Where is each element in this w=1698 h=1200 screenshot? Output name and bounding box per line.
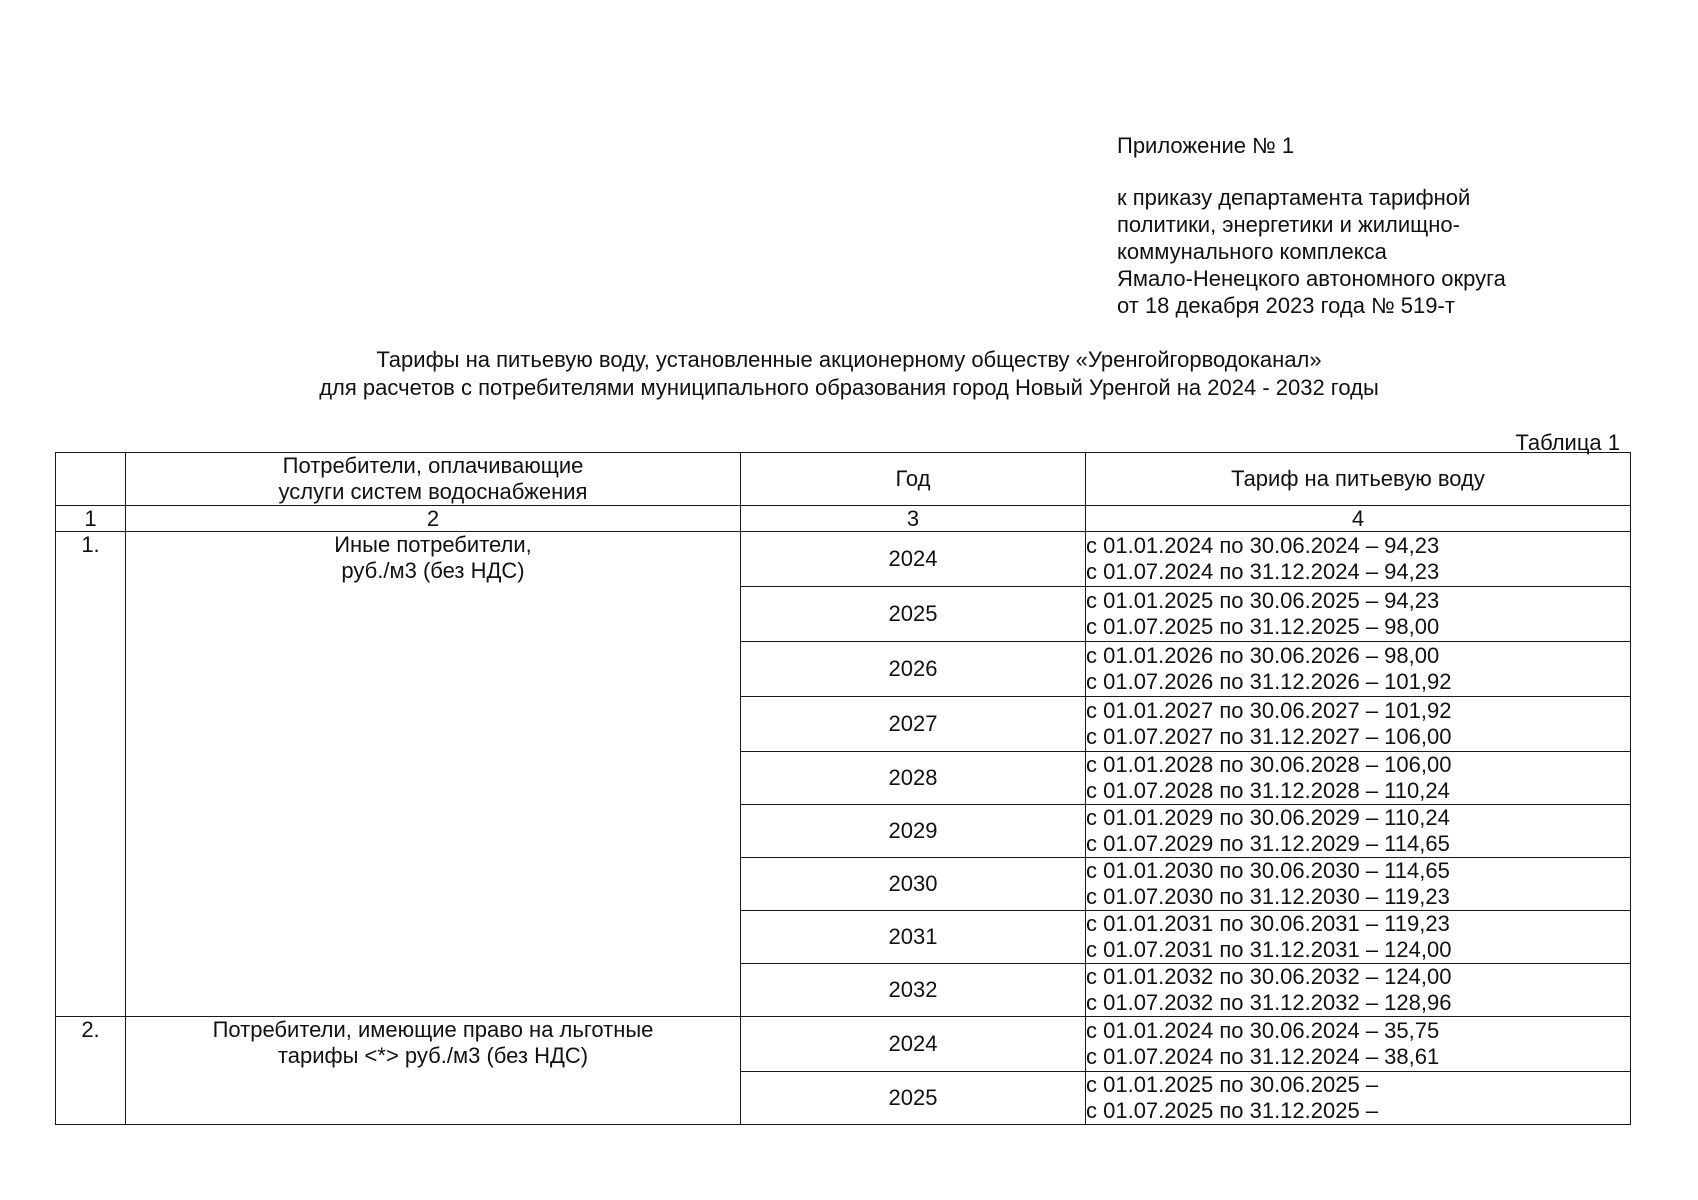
tariff-table: [55, 452, 1631, 1125]
year-cell: 2025: [741, 1072, 1086, 1125]
header-index-cell: [56, 453, 126, 506]
tariff-first-half: с 01.01.2025 по 30.06.2025 – 94,23: [1086, 588, 1440, 613]
tariff-first-half: с 01.01.2031 по 30.06.2031 – 119,23: [1086, 911, 1450, 936]
tariff-second-half: с 01.07.2028 по 31.12.2028 – 110,24: [1086, 778, 1450, 803]
tariff-second-half: с 01.07.2031 по 31.12.2031 – 124,00: [1086, 937, 1452, 962]
tariff-cell: [1086, 1017, 1631, 1072]
tariff-second-half: с 01.07.2024 по 31.12.2024 – 38,61: [1086, 1044, 1440, 1069]
year-cell: 2032: [741, 964, 1086, 1017]
tariff-first-half: с 01.01.2028 по 30.06.2028 – 106,00: [1086, 752, 1452, 777]
group-index: 1.: [56, 532, 126, 1017]
tariff-cell: [1086, 911, 1631, 964]
tariff-second-half: с 01.07.2029 по 31.12.2029 – 114,65: [1086, 831, 1450, 856]
document-title-line: Тарифы на питьевую воду, установленные акционерному обществу «Уренгойгорводоканал»: [376, 347, 1322, 372]
tariff-cell: [1086, 752, 1631, 805]
header-tariff-cell: Тариф на питьевую воду: [1086, 453, 1631, 506]
group-index: 2.: [56, 1017, 126, 1125]
tariff-first-half: с 01.01.2026 по 30.06.2026 – 98,00: [1086, 643, 1440, 668]
tariff-first-half: с 01.01.2024 по 30.06.2024 – 35,75: [1086, 1018, 1440, 1043]
tariff-cell: [1086, 587, 1631, 642]
header-consumers-cell: [126, 453, 741, 506]
header-year-cell: Год: [741, 453, 1086, 506]
group-consumer-line: Иные потребители,: [334, 532, 532, 557]
tariff-second-half: с 01.07.2025 по 31.12.2025 – 98,00: [1086, 614, 1440, 639]
tariff-second-half: с 01.07.2024 по 31.12.2024 – 94,23: [1086, 559, 1440, 584]
table-row: [56, 532, 1631, 587]
column-number: 3: [741, 506, 1086, 532]
tariff-first-half: с 01.01.2032 по 30.06.2032 – 124,00: [1086, 964, 1452, 989]
appendix-heading: Приложение № 1: [1117, 133, 1295, 158]
document-title-line: для расчетов с потребителями муниципального образования город Новый Уренгой на 2024 - 2032 годы: [319, 375, 1379, 400]
column-number-row: [56, 506, 1631, 532]
group-consumer-line: Потребители, имеющие право на льготные: [212, 1017, 654, 1042]
year-cell: 2024: [741, 532, 1086, 587]
appendix-block: [1117, 132, 1637, 319]
tariff-first-half: с 01.01.2024 по 30.06.2024 – 94,23: [1086, 533, 1440, 558]
tariff-second-half: с 01.07.2030 по 31.12.2030 – 119,23: [1086, 884, 1450, 909]
year-cell: 2029: [741, 805, 1086, 858]
group-consumer-cell: [126, 1017, 741, 1125]
year-cell: 2024: [741, 1017, 1086, 1072]
appendix-line: Ямало-Ненецкого автономного округа: [1117, 266, 1506, 291]
column-number: 4: [1086, 506, 1631, 532]
year-cell: 2027: [741, 697, 1086, 752]
column-number: 1: [56, 506, 126, 532]
year-cell: 2031: [741, 911, 1086, 964]
appendix-line: политики, энергетики и жилищно-: [1117, 212, 1460, 237]
tariff-cell: [1086, 697, 1631, 752]
tariff-second-half: с 01.07.2026 по 31.12.2026 – 101,92: [1086, 669, 1452, 694]
appendix-line: коммунального комплекса: [1117, 239, 1387, 264]
header-consumers-line: Потребители, оплачивающие: [282, 453, 584, 478]
header-consumers-line: услуги систем водоснабжения: [278, 479, 588, 504]
column-number: 2: [126, 506, 741, 532]
appendix-line: от 18 декабря 2023 года № 519-т: [1117, 293, 1455, 318]
tariff-second-half: с 01.07.2032 по 31.12.2032 – 128,96: [1086, 990, 1452, 1015]
table-label: Таблица 1: [1515, 430, 1620, 455]
tariff-cell: [1086, 532, 1631, 587]
tariff-first-half: с 01.01.2025 по 30.06.2025 –: [1086, 1072, 1379, 1097]
group-consumer-line: тарифы <*> руб./м3 (без НДС): [277, 1043, 589, 1068]
appendix-line: к приказу департамента тарифной: [1117, 185, 1471, 210]
year-cell: 2025: [741, 587, 1086, 642]
table-row: [56, 1017, 1631, 1072]
year-cell: 2028: [741, 752, 1086, 805]
tariff-second-half: с 01.07.2027 по 31.12.2027 – 106,00: [1086, 724, 1452, 749]
tariff-cell: [1086, 1072, 1631, 1125]
group-consumer-cell: [126, 532, 741, 1017]
tariff-cell: [1086, 642, 1631, 697]
table-header-row: [56, 453, 1631, 506]
tariff-cell: [1086, 964, 1631, 1017]
document-title: [200, 346, 1498, 402]
tariff-first-half: с 01.01.2029 по 30.06.2029 – 110,24: [1086, 805, 1450, 830]
group-consumer-line: руб./м3 (без НДС): [341, 558, 525, 583]
year-cell: 2030: [741, 858, 1086, 911]
tariff-second-half: с 01.07.2025 по 31.12.2025 –: [1086, 1098, 1379, 1123]
tariff-first-half: с 01.01.2030 по 30.06.2030 – 114,65: [1086, 858, 1450, 883]
year-cell: 2026: [741, 642, 1086, 697]
tariff-first-half: с 01.01.2027 по 30.06.2027 – 101,92: [1086, 698, 1452, 723]
tariff-cell: [1086, 805, 1631, 858]
tariff-cell: [1086, 858, 1631, 911]
